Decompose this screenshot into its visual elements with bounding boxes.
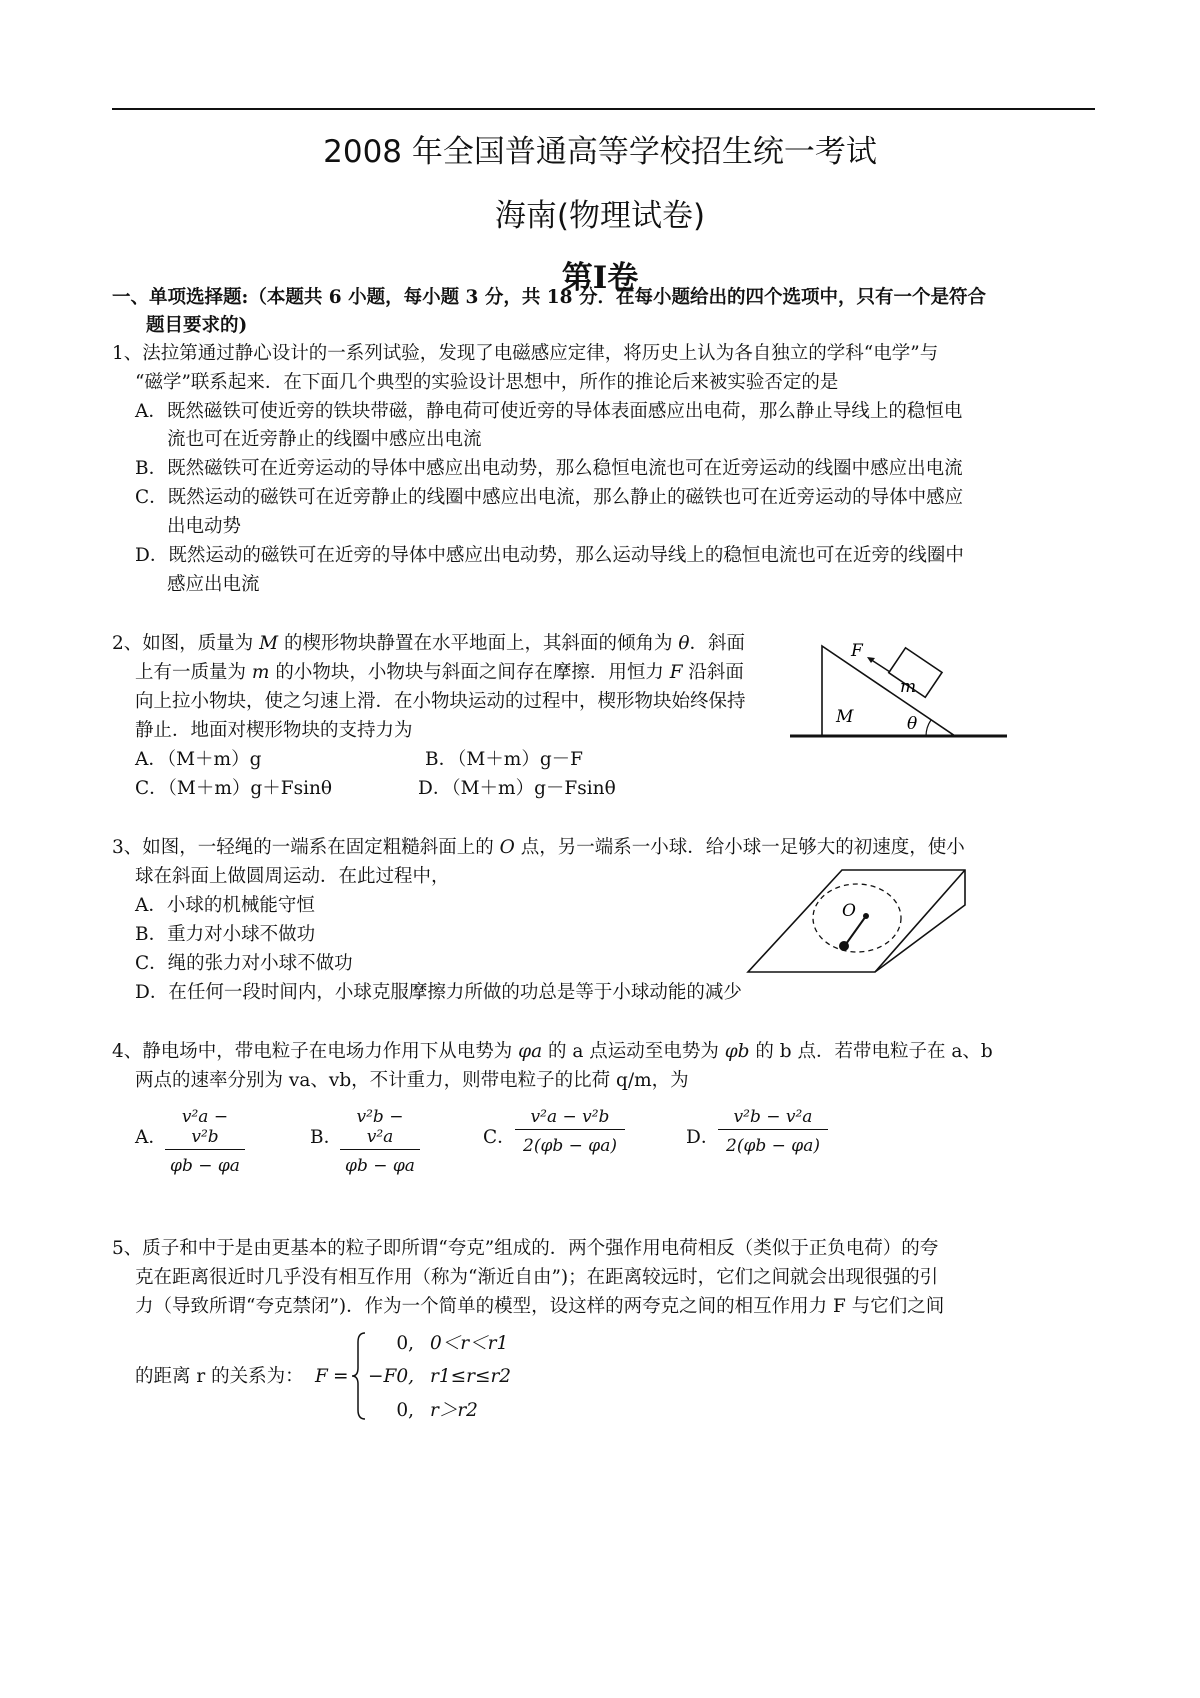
label-O: O	[842, 901, 856, 921]
fraction-denominator: φb − φa	[170, 1156, 240, 1176]
q3-option-a: A．小球的机械能守恒	[135, 895, 315, 916]
q1-option-a: A．既然磁铁可使近旁的铁块带磁，静电荷可使近旁的导体表面感应出电荷，那么静止导线上的稳恒电	[135, 401, 963, 422]
case-1-value: 0,	[396, 1333, 414, 1354]
q4-option-d-fraction	[718, 1107, 828, 1156]
exam-subtitle: 海南(物理试卷)	[494, 198, 706, 234]
q1-option-c-cont: 出电动势	[167, 516, 242, 537]
fraction-numerator: v²a − v²b	[515, 1107, 625, 1130]
q2-text: 的楔形物块静置在水平地面上，其斜面的倾角为	[278, 633, 679, 654]
q3-text: 3、如图，一轻绳的一端系在固定粗糙斜面上的	[112, 837, 500, 858]
q3-text: 点，另一端系一小球．给小球一足够大的初速度，使小	[514, 837, 965, 858]
q3-var-O: O	[499, 837, 515, 858]
q2-text: 沿斜面	[682, 662, 744, 683]
q4-text: 4、静电场中，带电粒子在电场力作用下从电势为	[112, 1041, 519, 1062]
q1-stem-cont: “磁学”联系起来．在下面几个典型的实验设计思想中，所作的推论后来被实验否定的是	[135, 372, 839, 393]
case-2-condition: r1≤r≤r2	[430, 1366, 512, 1387]
fraction-numerator: v²b − v²a	[718, 1107, 828, 1130]
q4-option-b-label: B．	[310, 1127, 343, 1148]
q2-stem	[112, 630, 745, 658]
case-3-value: 0,	[396, 1400, 414, 1421]
q4-option-c-label: C．	[483, 1127, 516, 1148]
incline-outline	[748, 870, 965, 972]
incline-edge	[875, 870, 965, 972]
section-heading-cont: 题目要求的)	[146, 315, 248, 336]
q1-option-d-cont: 感应出电流	[167, 574, 260, 595]
q2-stem-cont: 向上拉小物块，使之匀速上滑．在小物块运动的过程中，楔形物块始终保持	[135, 691, 746, 712]
fraction-denominator: 2(φb − φa)	[726, 1136, 820, 1156]
q4-stem	[112, 1038, 993, 1066]
q2-option-b: B．（M＋m）g－F	[425, 749, 584, 770]
q1-option-b: B．既然磁铁可在近旁运动的导体中感应出电动势，那么稳恒电流也可在近旁运动的线圈中感应出电流	[135, 458, 963, 479]
label-m: m	[900, 677, 917, 697]
q4-option-a-fraction	[165, 1107, 245, 1176]
piecewise-equals: =	[333, 1366, 349, 1387]
q1-option-a-cont: 流也可在近旁静止的线圈中感应出电流	[167, 429, 482, 450]
fraction-numerator: v²a − v²b	[165, 1107, 245, 1150]
case-3-condition: r＞r2	[430, 1400, 478, 1421]
q5-stem: 5、质子和中于是由更基本的粒子即所谓“夸克”组成的．两个强作用电荷相反（类似于正负电荷）的夸	[112, 1238, 939, 1259]
circular-path	[813, 884, 901, 952]
q3-stem	[112, 834, 965, 862]
force-arrow	[870, 659, 890, 672]
q5-stem-cont: 的距离 r 的关系为：	[135, 1366, 304, 1387]
exam-title: 2008 年全国普通高等学校招生统一考试	[323, 134, 877, 170]
q2-var-theta: θ	[678, 633, 690, 654]
q4-option-c-fraction	[515, 1107, 625, 1156]
top-rule	[112, 108, 1095, 110]
fraction-numerator: v²b − v²a	[340, 1107, 420, 1150]
q5-stem-cont: 力（导致所谓“夸克禁闭”)．作为一个简单的模型，设这样的两夸克之间的相互作用力 F 与它们之间	[135, 1296, 945, 1317]
q2-option-c: C．（M＋m）g＋Fsinθ	[135, 778, 333, 799]
q2-var-F: F	[669, 662, 683, 683]
q4-text: 的 a 点运动至电势为	[542, 1041, 725, 1062]
label-F: F	[851, 641, 863, 661]
fraction-denominator: φb − φa	[345, 1156, 415, 1176]
q2-var-m: m	[251, 662, 270, 683]
q4-option-d-label: D．	[686, 1127, 720, 1148]
q1-stem: 1、法拉第通过静心设计的一系列试验，发现了电磁感应定律，将历史上认为各自独立的学科“电学”与	[112, 343, 939, 364]
q4-option-b-fraction	[340, 1107, 420, 1176]
q4-var-phi-a: φa	[518, 1041, 543, 1062]
q1-option-c: C．既然运动的磁铁可在近旁静止的线圈中感应出电流，那么静止的磁铁也可在近旁运动的导体中感应	[135, 487, 964, 508]
fraction-denominator: 2(φb − φa)	[523, 1136, 617, 1156]
q4-option-a-label: A．	[135, 1127, 167, 1148]
case-2-value: −F0,	[368, 1366, 414, 1387]
incline-figure	[740, 860, 972, 980]
wedge-figure	[785, 630, 1010, 745]
label-theta: θ	[907, 714, 918, 734]
angle-arc	[926, 720, 931, 736]
q2-text: 的小物块，小物块与斜面之间存在摩擦．用恒力	[269, 662, 670, 683]
q2-text: ．斜面	[689, 633, 746, 654]
q1-option-d: D．既然运动的磁铁可在近旁的导体中感应出电动势，那么运动导线上的稳恒电流也可在近旁的线圈中	[135, 545, 964, 566]
q2-text: 上有一质量为	[135, 662, 252, 683]
section-heading: 一、单项选择题:（本题共 6 小题，每小题 3 分，共 18 分．在每小题给出的四个选项中，只有一个是符合	[112, 287, 986, 308]
q5-stem-cont: 克在距离很近时几乎没有相互作用（称为“渐近自由”)；在距离较远时，它们之间就会出现很强的引	[135, 1267, 939, 1288]
case-1-condition: 0＜r＜r1	[430, 1333, 509, 1354]
q2-text: 2、如图，质量为	[112, 633, 260, 654]
piecewise-brace	[350, 1330, 370, 1422]
piecewise-F: F	[315, 1366, 328, 1387]
q4-var-phi-b: φb	[724, 1041, 750, 1062]
q2-stem-cont: 静止．地面对楔形物块的支持力为	[135, 720, 413, 741]
ball	[839, 941, 849, 951]
q2-var-M: M	[259, 633, 279, 654]
q4-stem-cont: 两点的速率分别为 va、vb，不计重力，则带电粒子的比荷 q/m，为	[135, 1070, 689, 1091]
q3-option-b: B．重力对小球不做功	[135, 924, 316, 945]
q2-stem-cont	[135, 659, 744, 687]
q3-stem-cont: 球在斜面上做圆周运动．在此过程中，	[135, 866, 450, 887]
q4-text: 的 b 点．若带电粒子在 a、b	[749, 1041, 993, 1062]
volume-title: 第Ⅰ卷	[561, 260, 639, 296]
q3-option-c: C．绳的张力对小球不做功	[135, 953, 353, 974]
label-M: M	[836, 707, 854, 727]
q3-option-d: D．在任何一段时间内，小球克服摩擦力所做的功总是等于小球动能的减少	[135, 982, 742, 1003]
q2-option-a: A．（M＋m）g	[135, 749, 262, 770]
q2-option-d: D．（M＋m）g－Fsinθ	[418, 778, 616, 799]
